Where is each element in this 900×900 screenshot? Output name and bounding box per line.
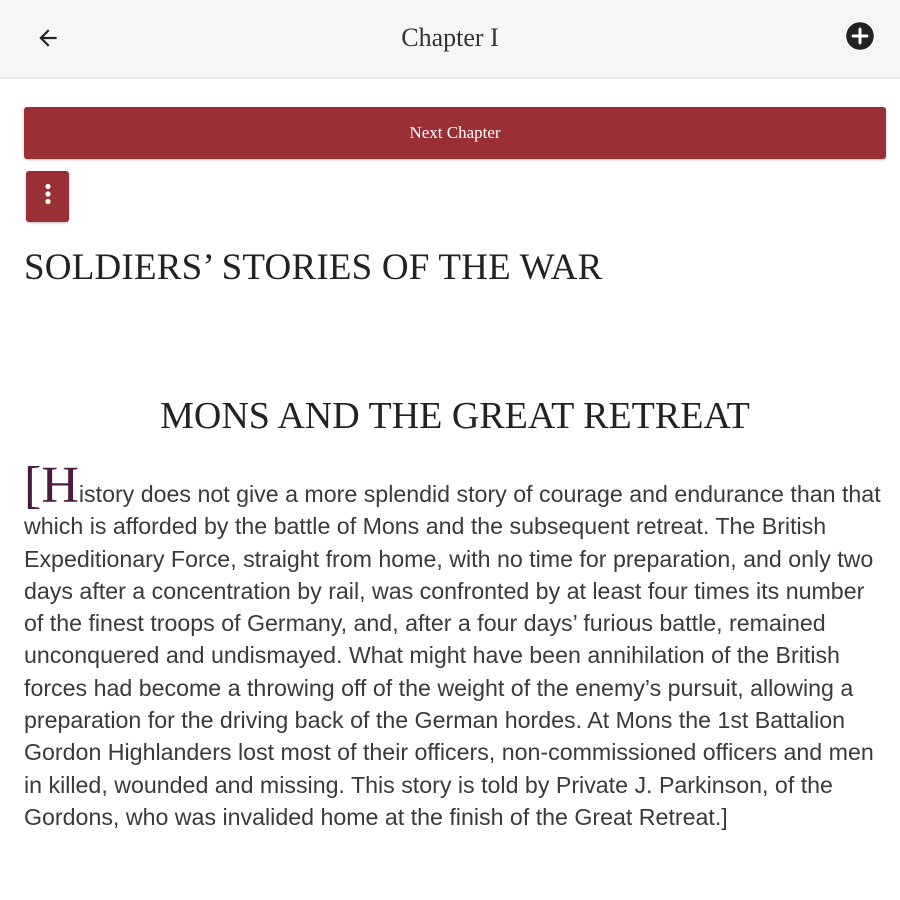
plus-circle-icon [845, 21, 875, 56]
dropcap: [H [24, 457, 79, 514]
add-button[interactable] [844, 22, 876, 54]
chapter-heading: MONS AND THE GREAT RETREAT [160, 395, 750, 437]
chapter-intro-paragraph [24, 457, 886, 833]
next-chapter-button[interactable]: Next Chapter [24, 107, 886, 159]
book-title: SOLDIERS’ STORIES OF THE WAR [24, 247, 603, 288]
app-header [0, 0, 900, 79]
paragraph-text: istory does not give a more splendid story of courage and endurance than that which is afforded by the battle of Mons and the subsequent retreat. The British Expeditionary Force, straight from home, with no time for preparation, and only two days after a concentration by rail, was confronted by at least four times its number of the finest troops of Germany, and, after a four days’ furious battle, remained unconquered and undismayed. What might have been annihilation of the British forces had become a throwing off of the weight of the enemy’s pursuit, allowing a preparation for the driving back of the German hordes. At Mons the 1st Battalion Gordon Highlanders lost most of their officers, non-commissioned officers and men in killed, wounded and missing. This story is told by Private J. Parkinson, of the Gordons, who was invalided home at the finish of the Great Retreat.] [24, 481, 881, 830]
page-title: Chapter I [401, 23, 499, 52]
more-vertical-icon [44, 183, 52, 210]
more-options-button[interactable] [26, 171, 69, 222]
